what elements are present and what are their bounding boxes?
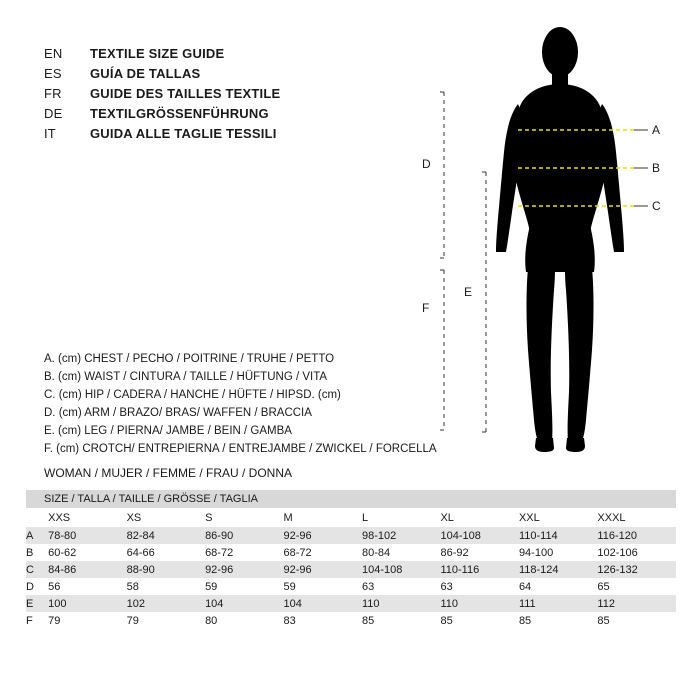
table-row [26,561,676,578]
language-header [44,44,374,144]
row-label: D [26,580,34,593]
column-header-l: L [362,508,440,527]
legend-item: D. (cm) ARM / BRAZO/ BRAS/ WAFFEN / BRACCIA [44,407,312,419]
table-cell: 85 [597,614,610,627]
table-cell: 63 [362,580,375,593]
language-row [44,84,374,104]
language-row [44,104,374,124]
language-title: GUIDA ALLE TAGLIE TESSILI [90,126,277,141]
table-cell: 92-96 [205,563,234,576]
table-cell: 98-102 [362,529,397,542]
table-corner-cell [26,508,48,527]
table-cell: 60-62 [48,546,77,559]
table-cell: 79 [48,614,61,627]
row-label: F [26,614,33,627]
measurement-legend [44,350,474,458]
language-title: GUIDE DES TAILLES TEXTILE [90,86,281,101]
table-title-row [26,490,676,508]
legend-item: C. (cm) HIP / CADERA / HANCHE / HÜFTE / HIPSD. (cm) [44,389,341,401]
row-label: C [26,563,34,576]
table-cell: 86-92 [440,546,469,559]
measure-leaders [634,130,648,206]
column-header-m: M [284,508,362,527]
language-code: EN [44,46,63,61]
table-cell: 80 [205,614,218,627]
gender-label: WOMAN / MUJER / FEMME / FRAU / DONNA [44,466,292,480]
column-header-xxs: XXS [48,508,126,527]
column-header-s: S [205,508,283,527]
table-cell: 110-114 [518,529,558,542]
table-cell: 85 [440,614,453,627]
table-cell: 104 [205,597,224,610]
legend-item: A. (cm) CHEST / PECHO / POITRINE / TRUHE / PETTO [44,353,335,365]
language-title: TEXTILE SIZE GUIDE [90,46,225,61]
table-cell: 110 [440,597,459,610]
table-cell: 68-72 [205,546,234,559]
table-cell: 112 [597,597,615,610]
language-code: ES [44,66,62,81]
column-header-xxxl: XXXL [597,508,676,527]
table-cell: 92-96 [283,529,312,542]
table-cell: 102 [126,597,145,610]
language-row [44,44,374,64]
legend-item: B. (cm) WAIST / CINTURA / TAILLE / HÜFTUNG / VITA [44,371,328,383]
female-silhouette [496,27,624,452]
legend-item: E. (cm) LEG / PIERNA/ JAMBE / BEIN / GAMBA [44,425,292,437]
language-title: TEXTILGRÖSSENFÜHRUNG [90,106,269,121]
language-code: DE [44,106,63,121]
table-title: SIZE / TALLA / TAILLE / GRÖSSE / TAGLIA [26,490,676,508]
row-label: B [26,546,34,559]
table-cell: 111 [518,597,536,610]
table-row [26,544,676,561]
table-cell: 92-96 [283,563,312,576]
legend-item: F. (cm) CROTCH/ ENTREPIERNA / ENTREJAMBE / ZWICKEL / FORCELLA [44,443,437,455]
table-cell: 65 [597,580,610,593]
table-cell: 110-116 [440,563,480,576]
table-cell: 110 [362,597,380,610]
table-cell: 85 [362,614,375,627]
table-cell: 85 [518,614,532,627]
marker-label-E: E [464,285,473,299]
table-cell: 102-106 [597,546,638,559]
table-cell: 86-90 [205,529,234,542]
table-cell: 80-84 [362,546,391,559]
language-code: FR [44,86,62,101]
language-title: GUÍA DE TALLAS [90,66,201,81]
table-row [26,612,676,629]
table-cell: 104-108 [440,529,481,542]
language-row [44,64,374,84]
size-table [26,490,676,629]
table-cell: 82-84 [126,529,155,542]
table-cell: 59 [205,580,218,593]
language-row [44,124,374,144]
table-cell: 116-120 [597,529,637,542]
table-row [26,578,676,595]
table-cell: 63 [440,580,453,593]
table-cell: 56 [48,580,61,593]
table-cell: 78-80 [48,529,77,542]
table-cell: 84-86 [48,563,77,576]
table-cell: 104-108 [362,563,403,576]
marker-label-C: C [652,199,661,213]
marker-label-B: B [652,161,661,175]
table-header-row [26,508,676,527]
table-cell: 94-100 [518,546,554,559]
table-cell: 68-72 [283,546,312,559]
table-cell: 79 [126,614,139,627]
table-cell: 58 [126,580,139,593]
table-cell: 59 [283,580,296,593]
table-cell: 83 [283,614,296,627]
language-code: IT [44,126,56,141]
row-label: A [26,529,34,542]
table-cell: 126-132 [597,563,638,576]
marker-label-A: A [652,123,661,137]
table-row [26,595,676,612]
table-cell: 100 [48,597,67,610]
column-header-xl: XL [440,508,518,527]
table-cell: 104 [283,597,302,610]
table-row [26,527,676,544]
table-cell: 88-90 [126,563,155,576]
table-cell: 64-66 [126,546,155,559]
column-header-xxl: XXL [519,508,597,527]
marker-label-D: D [422,157,431,171]
row-label: E [26,597,34,610]
table-cell: 64 [518,580,532,593]
marker-label-F: F [422,301,430,315]
column-header-xs: XS [127,508,205,527]
table-cell: 118-124 [518,563,559,576]
